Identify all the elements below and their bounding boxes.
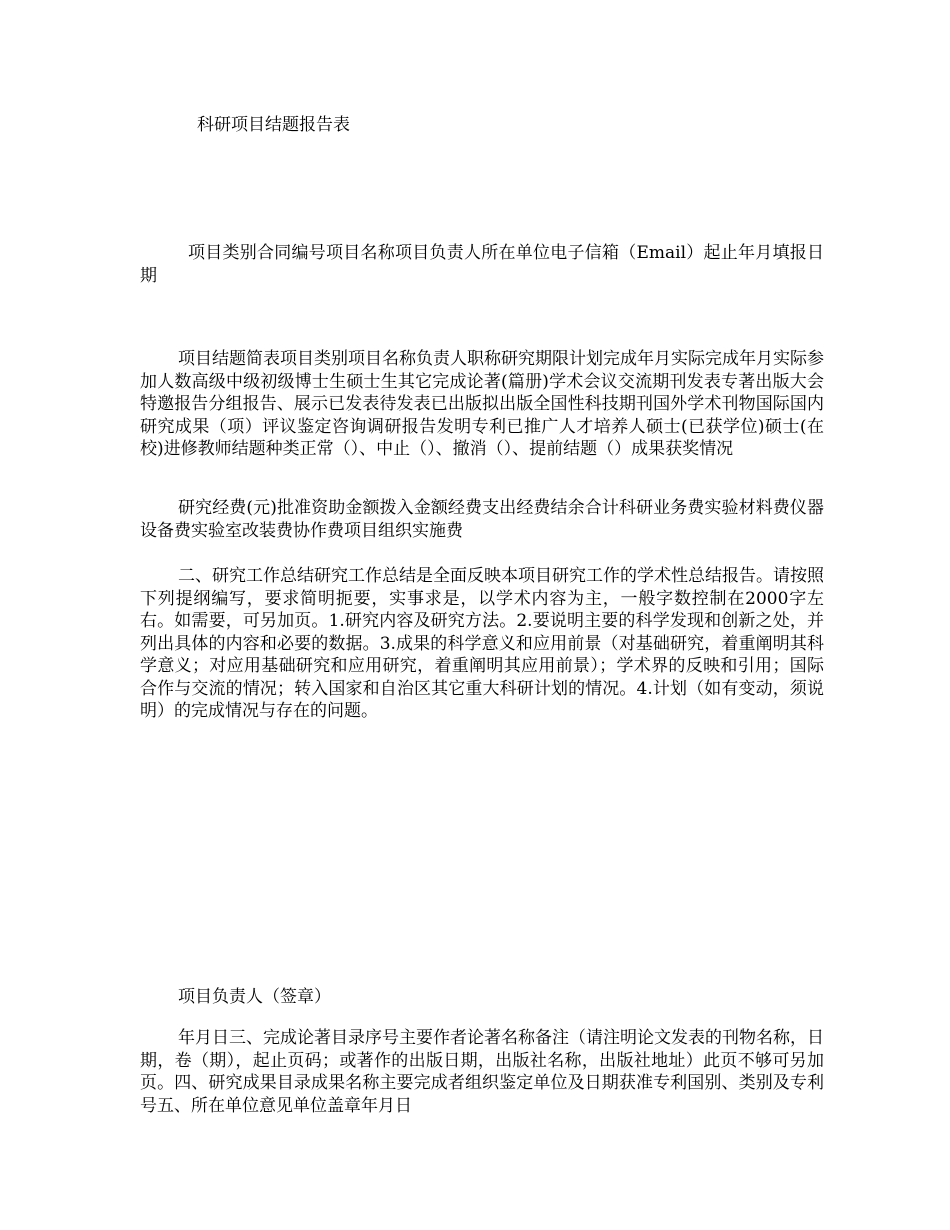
document-title: 科研项目结题报告表 [197, 115, 350, 135]
research-funding-paragraph: 研究经费(元)批准资助金额拨入金额经费支出经费结余合计科研业务费实验材料费仪器设备费实验室改装费协作费项目组织实施费 [140, 498, 824, 541]
signature-line: 项目负责人（签章） [178, 987, 331, 1007]
header-fields-paragraph: 项目类别合同编号项目名称项目负责人所在单位电子信箱（Email）起止年月填报日期 [140, 243, 824, 286]
publications-list-paragraph: 年月日三、完成论著目录序号主要作者论著名称备注（请注明论文发表的刊物名称，日期，卷（期），起止页码；或著作的出版日期，出版社名称，出版社地址）此页不够可另加页。四、研究成果目录成果名称主要完成者组织鉴定单位及日期获准专利国别、类别及专利号五、所在单位意见单位盖章年月日 [140, 1028, 824, 1116]
project-summary-paragraph: 项目结题简表项目类别项目名称负责人职称研究期限计划完成年月实际完成年月实际参加人数高级中级初级博士生硕士生其它完成论著(篇册)学术会议交流期刊发表专著出版大会特邀报告分组报告、展示已发表待发表已出版拟出版全国性科技期刊国外学术刊物国际国内研究成果（项）评议鉴定咨询调研报告发明专利已推广人才培养人硕士(已获学位)硕士(在校)进修教师结题种类正常（）、中止（）、撤消（）、提前结题（）成果获奖情况 [140, 349, 824, 459]
work-summary-paragraph: 二、研究工作总结研究工作总结是全面反映本项目研究工作的学术性总结报告。请按照下列提纲编写，要求简明扼要，实事求是，以学术内容为主，一般字数控制在2000字左右。如需要，可另加页。1.研究内容及研究方法。2.要说明主要的科学发现和创新之处，并列出具体的内容和必要的数据。3.成果的科学意义和应用前景（对基础研究，着重阐明其科学意义；对应用基础研究和应用研究，着重阐明其应用前景）；学术界的反映和引用；国际合作与交流的情况；转入国家和自治区其它重大科研计划的情况。4.计划（如有变动，须说明）的完成情况与存在的问题。 [140, 566, 824, 721]
